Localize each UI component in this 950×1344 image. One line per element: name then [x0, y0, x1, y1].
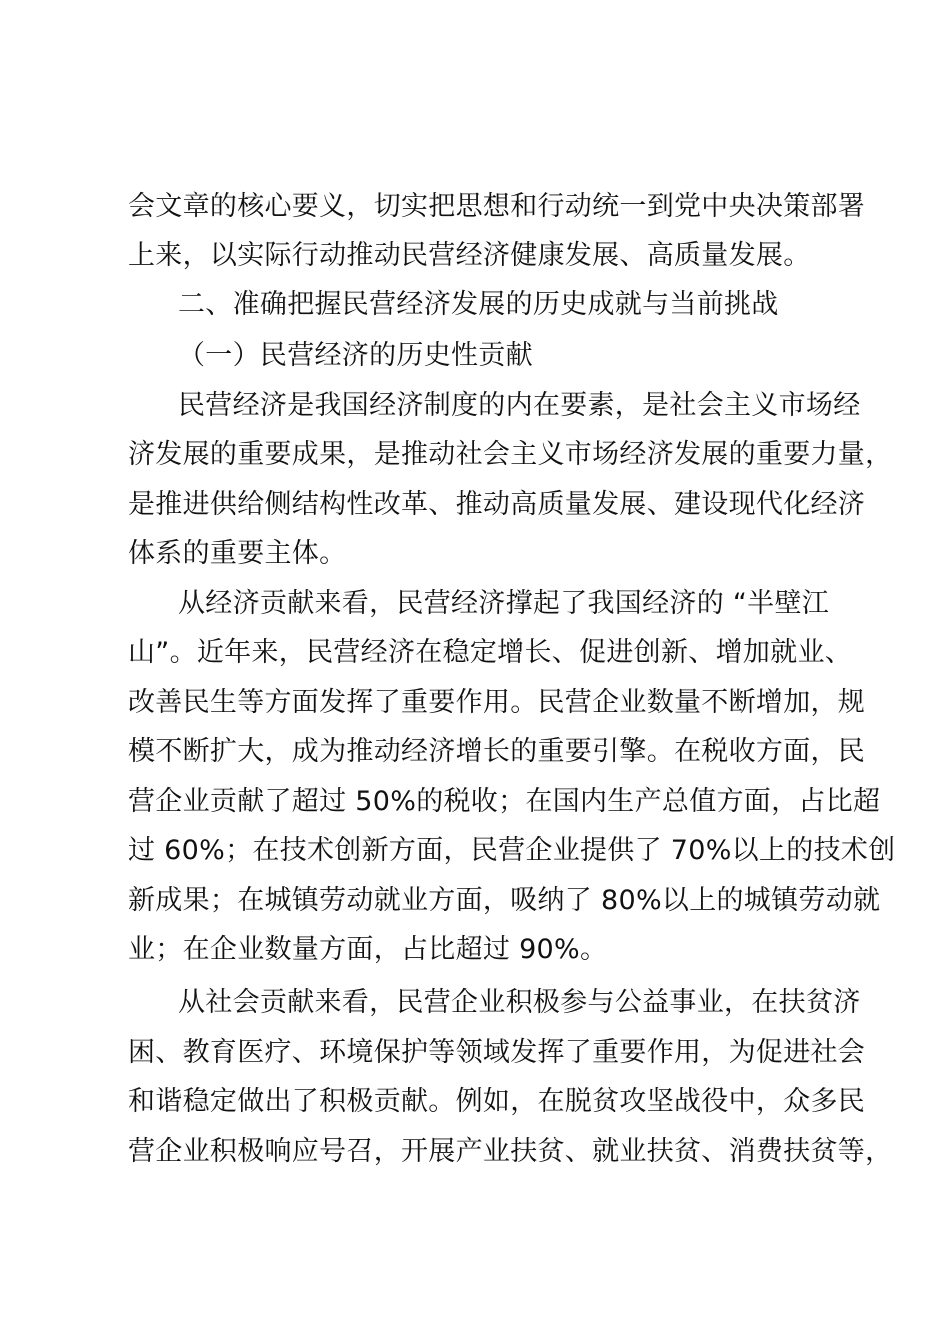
text-line: 从经济贡献来看，民营经济撑起了我国经济的 “半壁江: [178, 588, 830, 619]
subsection-heading: （一）民营经济的历史性贡献: [178, 340, 533, 371]
text-line: 模不断扩大，成为推动经济增长的重要引擎。在税收方面，民: [128, 736, 866, 767]
text-line: 改善民生等方面发挥了重要作用。民营企业数量不断增加，规: [128, 687, 866, 718]
text-line: 过 60%；在技术创新方面，民营企业提供了 70%以上的技术创: [128, 835, 896, 866]
text-line: 困、教育医疗、环境保护等领域发挥了重要作用，为促进社会: [128, 1037, 866, 1068]
text-line: 会文章的核心要义，切实把思想和行动统一到党中央决策部署: [128, 191, 866, 222]
text-line: 从社会贡献来看，民营企业积极参与公益事业，在扶贫济: [178, 987, 861, 1018]
text-line: 济发展的重要成果，是推动社会主义市场经济发展的重要力量，: [128, 439, 893, 470]
section-heading: 二、准确把握民营经济发展的历史成就与当前挑战: [178, 289, 779, 320]
text-line: 是推进供给侧结构性改革、推动高质量发展、建设现代化经济: [128, 489, 866, 520]
text-line: 民营经济是我国经济制度的内在要素，是社会主义市场经: [178, 390, 861, 421]
text-line: 和谐稳定做出了积极贡献。例如，在脱贫攻坚战役中，众多民: [128, 1086, 866, 1117]
text-line: 营企业贡献了超过 50%的税收；在国内生产总值方面，占比超: [128, 786, 881, 817]
text-line: 体系的重要主体。: [128, 538, 347, 569]
text-line: 上来，以实际行动推动民营经济健康发展、高质量发展。: [128, 240, 811, 271]
text-line: 业；在企业数量方面，占比超过 90%。: [128, 934, 608, 965]
text-line: 营企业积极响应号召，开展产业扶贫、就业扶贫、消费扶贫等，: [128, 1136, 893, 1167]
text-line: 新成果；在城镇劳动就业方面，吸纳了 80%以上的城镇劳动就: [128, 885, 881, 916]
text-line: 山”。近年来，民营经济在稳定增长、促进创新、增加就业、: [128, 637, 853, 668]
